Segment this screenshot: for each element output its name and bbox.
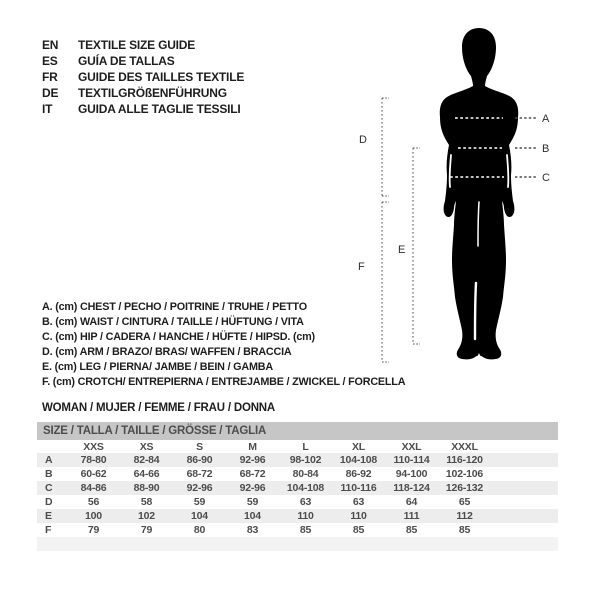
language-title: GUIDE DES TAILLES TEXTILE xyxy=(78,70,245,84)
size-value-cell: 79 xyxy=(87,524,100,536)
row-letter: E xyxy=(45,510,53,522)
hip-measure-label: C xyxy=(542,172,550,184)
size-value-cell: 102 xyxy=(138,510,155,522)
size-column-header: M xyxy=(248,440,257,453)
row-letter: A xyxy=(45,454,53,466)
language-code: FR xyxy=(42,70,58,84)
size-value-cell: 100 xyxy=(85,510,102,522)
size-value-cell: 112 xyxy=(456,510,473,522)
table-empty-row xyxy=(37,537,558,551)
table-row xyxy=(37,453,558,467)
size-value-cell: 64 xyxy=(405,496,418,508)
size-value-cell: 64-66 xyxy=(133,468,160,480)
measurement-legend xyxy=(42,300,405,390)
size-value-cell: 80-84 xyxy=(292,468,319,480)
language-title-row xyxy=(42,53,244,69)
size-value-cell: 85 xyxy=(458,524,471,536)
size-value-cell: 78-80 xyxy=(80,454,107,466)
language-code: DE xyxy=(42,86,59,100)
size-column-header: XL xyxy=(351,440,366,453)
size-value-cell: 88-90 xyxy=(133,482,160,494)
size-value-cell: 68-72 xyxy=(186,468,213,480)
size-column-header: S xyxy=(196,440,203,453)
size-value-cell: 68-72 xyxy=(239,468,266,480)
woman-silhouette xyxy=(440,28,518,359)
legend-line: E. (cm) LEG / PIERNA/ JAMBE / BEIN / GAMBA xyxy=(42,361,273,373)
size-value-cell: 92-96 xyxy=(239,454,266,466)
size-column-header: XXL xyxy=(401,440,422,453)
language-title-row xyxy=(42,101,244,117)
size-value-cell: 63 xyxy=(299,496,312,508)
size-table-title: SIZE / TALLA / TAILLE / GRÖSSE / TAGLIA xyxy=(37,422,558,440)
size-value-cell: 86-92 xyxy=(345,468,372,480)
language-title-row xyxy=(42,69,244,85)
language-code: ES xyxy=(42,54,58,68)
size-value-cell: 59 xyxy=(193,496,206,508)
chest-measure-label: A xyxy=(542,113,550,125)
language-title-row xyxy=(42,85,244,101)
crotch-measure-label: F xyxy=(358,261,365,273)
size-value-cell: 85 xyxy=(352,524,365,536)
size-value-cell: 110 xyxy=(350,510,367,522)
size-value-cell: 83 xyxy=(246,524,259,536)
language-title: TEXTILE SIZE GUIDE xyxy=(78,38,196,52)
language-title: GUIDA ALLE TAGLIE TESSILI xyxy=(78,102,241,116)
size-value-cell: 85 xyxy=(405,524,418,536)
size-value-cell: 104-108 xyxy=(286,482,325,494)
size-value-cell: 63 xyxy=(352,496,365,508)
size-value-cell: 111 xyxy=(403,510,420,522)
arm-measure-label: D xyxy=(359,134,367,146)
size-value-cell: 80 xyxy=(193,524,206,536)
size-column-header: L xyxy=(302,440,309,453)
language-code: IT xyxy=(42,102,53,116)
row-letter: D xyxy=(45,496,53,508)
size-value-cell: 59 xyxy=(246,496,259,508)
size-value-cell: 92-96 xyxy=(186,482,213,494)
size-value-cell: 116-120 xyxy=(446,454,483,466)
table-row xyxy=(37,495,558,509)
category-line: WOMAN / MUJER / FEMME / FRAU / DONNA xyxy=(42,402,276,414)
language-title: GUÍA DE TALLAS xyxy=(78,54,175,68)
legend-line: D. (cm) ARM / BRAZO/ BRAS/ WAFFEN / BRACCIA xyxy=(42,346,292,358)
size-table xyxy=(37,422,558,551)
table-row xyxy=(37,467,558,481)
size-value-cell: 56 xyxy=(87,496,100,508)
size-value-cell: 92-96 xyxy=(239,482,266,494)
size-column-header-row xyxy=(37,440,558,453)
size-value-cell: 98-102 xyxy=(289,454,322,466)
legend-line: C. (cm) HIP / CADERA / HANCHE / HÜFTE / HIPSD. (cm) xyxy=(42,331,315,343)
row-letter: F xyxy=(45,524,52,536)
language-title: TEXTILGRÖßENFÜHRUNG xyxy=(78,86,227,100)
size-column-header: XS xyxy=(139,440,154,453)
language-code: EN xyxy=(42,38,59,52)
size-value-cell: 110-116 xyxy=(340,482,377,494)
size-value-cell: 94-100 xyxy=(395,468,428,480)
size-value-cell: 60-62 xyxy=(80,468,107,480)
size-table-body xyxy=(37,440,558,551)
size-value-cell: 85 xyxy=(299,524,312,536)
row-letter: C xyxy=(45,482,53,494)
waist-measure-label: B xyxy=(542,143,550,155)
size-column-header: XXXL xyxy=(451,440,478,453)
language-title-list xyxy=(42,37,244,117)
size-value-cell: 65 xyxy=(458,496,471,508)
size-value-cell: 110 xyxy=(297,510,314,522)
size-value-cell: 86-90 xyxy=(186,454,213,466)
table-row xyxy=(37,509,558,523)
size-value-cell: 118-124 xyxy=(393,482,430,494)
table-row xyxy=(37,481,558,495)
size-value-cell: 84-86 xyxy=(80,482,107,494)
legend-line: B. (cm) WAIST / CINTURA / TAILLE / HÜFTUNG / VITA xyxy=(42,316,304,328)
size-value-cell: 126-132 xyxy=(445,482,484,494)
size-value-cell: 104-108 xyxy=(339,454,378,466)
size-value-cell: 79 xyxy=(140,524,153,536)
size-value-cell: 58 xyxy=(140,496,153,508)
table-row xyxy=(37,523,558,537)
legend-line: F. (cm) CROTCH/ ENTREPIERNA / ENTREJAMBE / ZWICKEL / FORCELLA xyxy=(42,376,406,388)
language-title-row xyxy=(42,37,244,53)
size-value-cell: 104 xyxy=(244,510,261,522)
size-value-cell: 82-84 xyxy=(133,454,160,466)
size-value-cell: 110-114 xyxy=(393,454,430,466)
size-value-cell: 102-106 xyxy=(445,468,484,480)
row-letter: B xyxy=(45,468,53,480)
leg-measure-label: E xyxy=(398,244,406,256)
legend-line: A. (cm) CHEST / PECHO / POITRINE / TRUHE / PETTO xyxy=(42,301,307,313)
size-value-cell: 104 xyxy=(191,510,208,522)
size-column-header: XXS xyxy=(83,440,104,453)
